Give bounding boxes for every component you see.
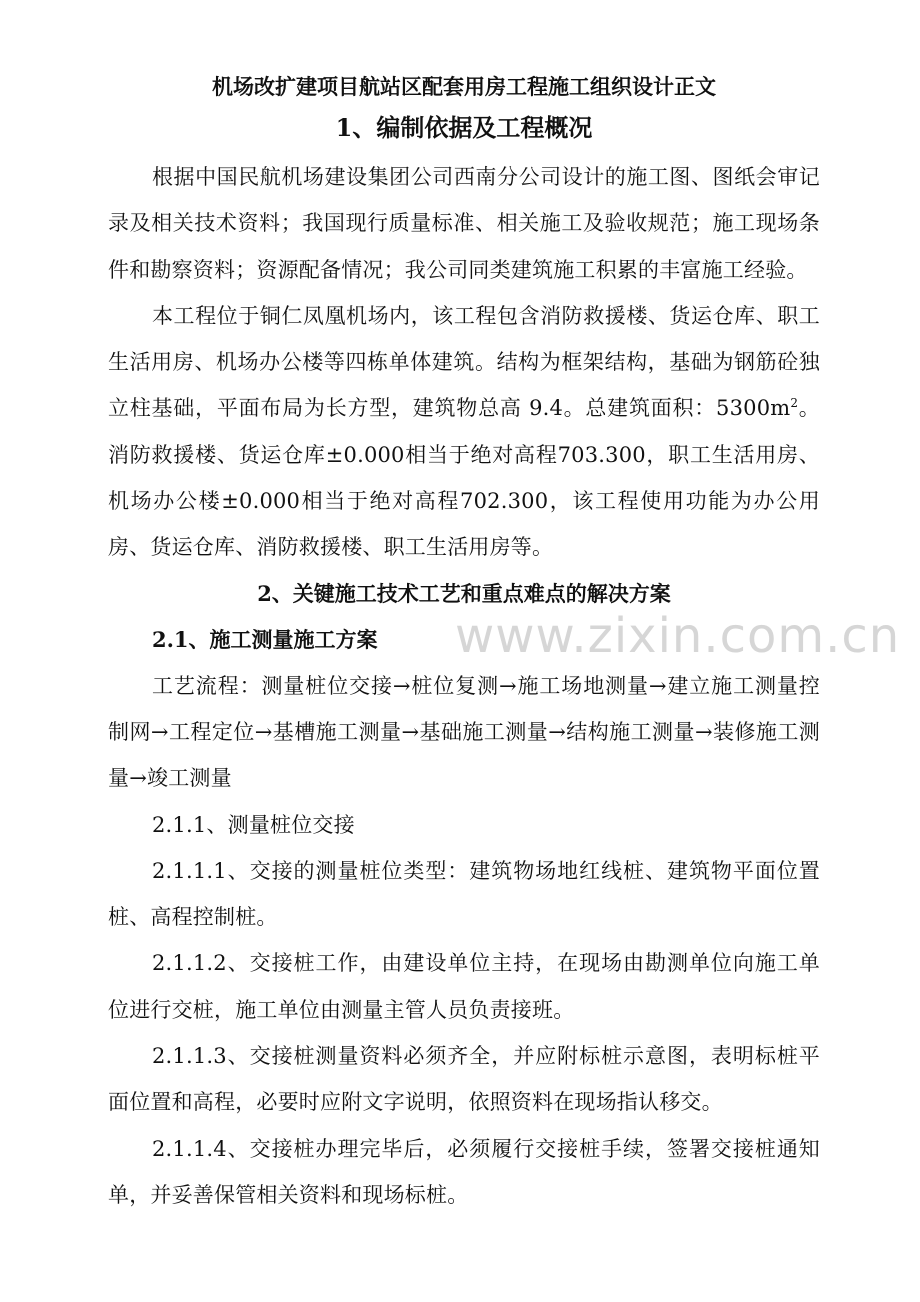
paragraph-2-1-1-2: 2.1.1.2、交接桩工作，由建设单位主持，在现场由勘测单位向施工单位进行交桩，施工单位由测量主管人员负责接班。	[108, 951, 820, 1022]
paragraph-2-1-1-4: 2.1.1.4、交接桩办理完毕后，必须履行交接桩手续，签署交接桩通知单，并妥善保管相关资料和现场标桩。	[108, 1136, 820, 1207]
paragraph-2-1-1-3: 2.1.1.3、交接桩测量资料必须齐全，并应附标桩示意图，表明标桩平面位置和高程，必要时应附文字说明，依照资料在现场指认移交。	[108, 1044, 820, 1115]
document-title: 机场改扩建项目航站区配套用房工程施工组织设计正文	[212, 74, 716, 99]
paragraph-overview	[108, 293, 820, 571]
document-body	[108, 66, 820, 1218]
paragraph-2-1-1: 2.1.1、测量桩位交接	[152, 812, 355, 837]
section-2-heading: 2、关键施工技术工艺和重点难点的解决方案	[257, 580, 671, 606]
paragraph-process-flow: 工艺流程：测量桩位交接→桩位复测→施工场地测量→建立施工测量控制网→工程定位→基槽施工测量→基础施工测量→结构施工测量→装修施工测量→竣工测量	[108, 673, 820, 791]
paragraph-basis: 根据中国民航机场建设集团公司西南分公司设计的施工图、图纸会审记录及相关技术资料；我国现行质量标准、相关施工及验收规范；施工现场条件和勘察资料；资源配备情况；我公司同类建筑施工积累的丰富施工经验。	[108, 165, 820, 282]
section-2-1-heading: 2.1、施工测量施工方案	[152, 626, 378, 652]
overview-text-b: 。消防救援楼、货运仓库±0.000相当于绝对高程703.300，职工生活用房、机场办公楼±0.000相当于绝对高程702.300，该工程使用功能为办公用房、货运仓库、消防救援楼、职工生活用房等。	[108, 396, 820, 560]
area-unit-superscript: 2	[790, 396, 799, 411]
paragraph-2-1-1-1: 2.1.1.1、交接的测量桩位类型：建筑物场地红线桩、建筑物平面位置桩、高程控制桩。	[108, 858, 820, 930]
section-1-heading: 1、编制依据及工程概况	[335, 113, 593, 142]
overview-text-a: 本工程位于铜仁凤凰机场内，该工程包含消防救援楼、货运仓库、职工生活用房、机场办公楼等四栋单体建筑。结构为框架结构，基础为钢筋砼独立柱基础，平面布局为长方型，建筑物总高 9.4。总建筑面积：5300m	[108, 303, 820, 421]
watermark: www.zixin.com.cn	[455, 608, 901, 664]
